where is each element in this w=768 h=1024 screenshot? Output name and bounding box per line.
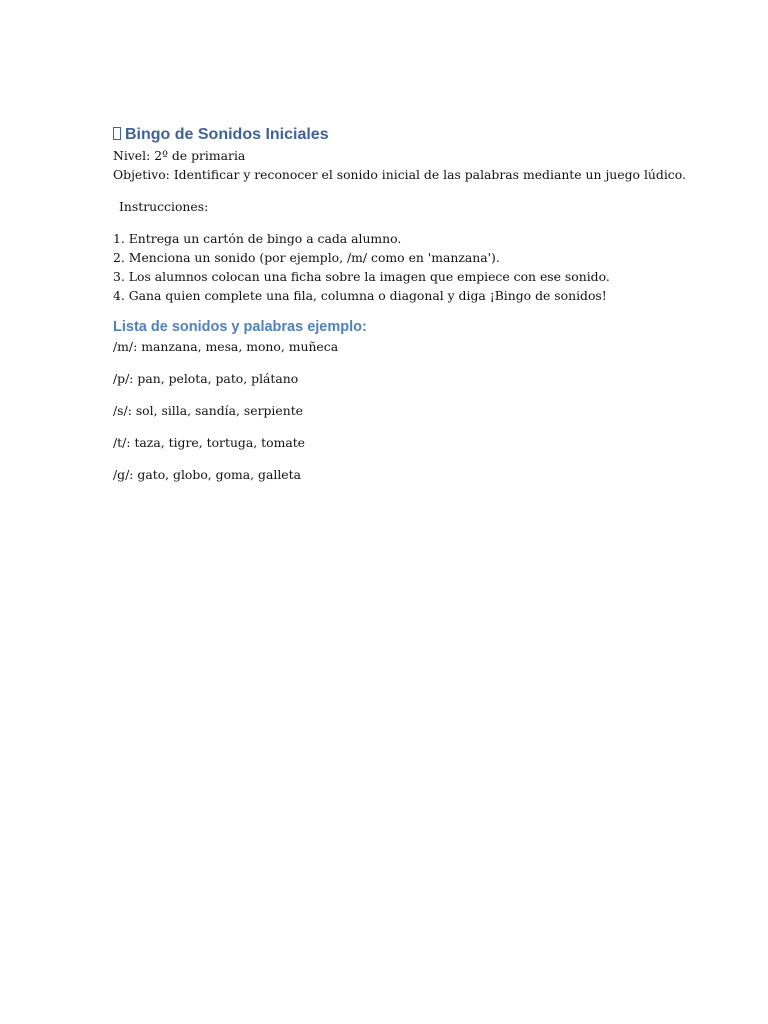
document-title-text: Bingo de Sonidos Iniciales	[125, 126, 329, 143]
sonido-item: /g/: gato, globo, goma, galleta	[113, 467, 302, 482]
instruccion-item: 3. Los alumnos colocan una ficha sobre la imagen que empiece con ese sonido.	[113, 269, 610, 284]
instruccion-item: 4. Gana quien complete una fila, columna o diagonal y diga ¡Bingo de sonidos!	[113, 288, 607, 303]
missing-glyph-icon	[113, 127, 121, 140]
sonido-item: /m/: manzana, mesa, mono, muñeca	[113, 339, 339, 354]
sonido-item: /s/: sol, silla, sandía, serpiente	[113, 403, 304, 418]
sonido-item: /p/: pan, pelota, pato, plátano	[113, 371, 299, 386]
instrucciones-list	[113, 229, 673, 305]
instrucciones-label: Instrucciones:	[119, 199, 209, 214]
document-title	[113, 124, 673, 146]
nivel-line: Nivel: 2º de primaria	[113, 148, 246, 163]
objetivo-line: Objetivo: Identificar y reconocer el sonido inicial de las palabras mediante un juego lúdico.	[113, 167, 686, 182]
sonido-item: /t/: taza, tigre, tortuga, tomate	[113, 435, 306, 450]
document-content	[113, 124, 686, 484]
sonidos-list	[113, 337, 673, 484]
instruccion-item: 2. Menciona un sonido (por ejemplo, /m/ como en 'manzana').	[113, 250, 500, 265]
instruccion-item: 1. Entrega un cartón de bingo a cada alumno.	[113, 231, 402, 246]
lista-heading: Lista de sonidos y palabras ejemplo:	[113, 319, 367, 335]
